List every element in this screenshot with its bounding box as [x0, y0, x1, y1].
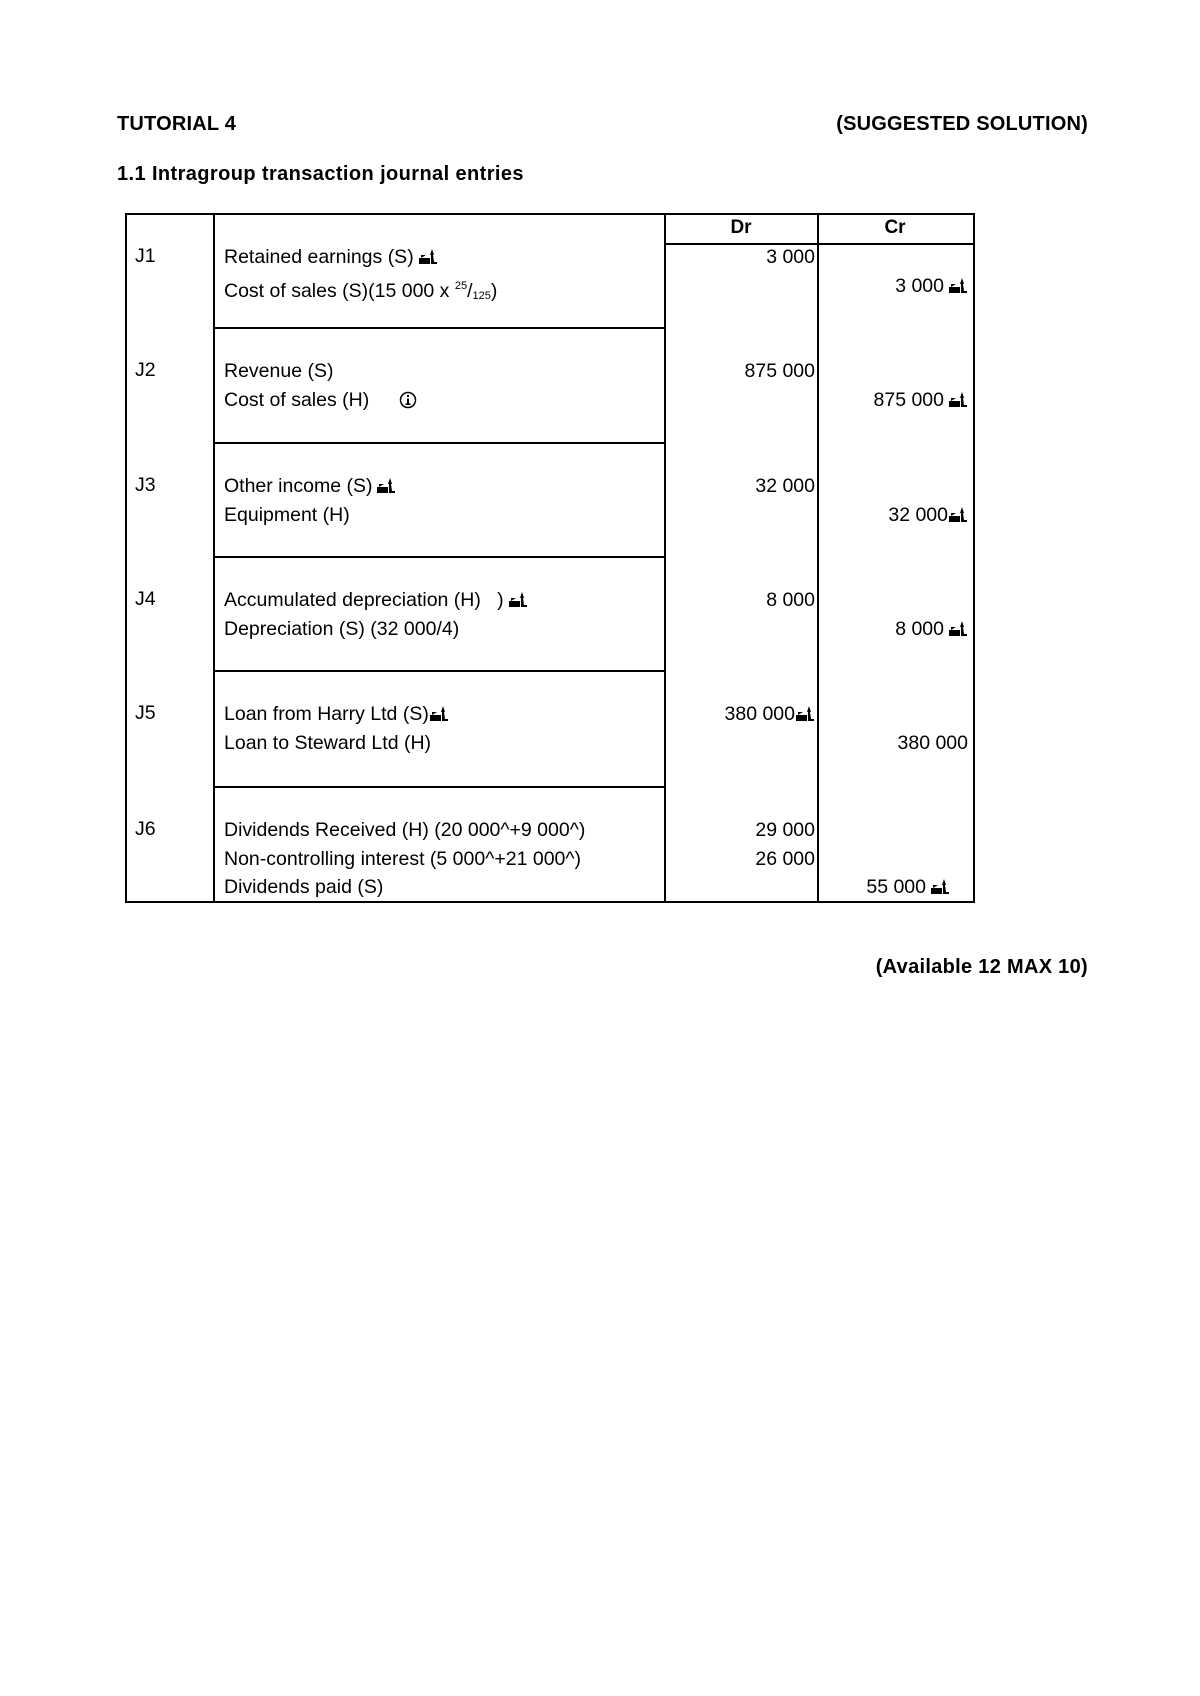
debit-amount: 26 000: [755, 847, 815, 870]
credit-amounts: [819, 586, 968, 643]
entry-accounts: [224, 816, 585, 902]
marks-summary: (Available 12 MAX 10): [875, 956, 1088, 978]
entry-accounts: [224, 357, 417, 414]
tick-mark-icon: [376, 476, 396, 494]
account-credit: Cost of sales (S)(15 000 x: [224, 279, 455, 302]
page-subtitle: (SUGGESTED SOLUTION): [836, 113, 1088, 135]
account-debit: Revenue (S): [224, 360, 334, 382]
account-debit: Accumulated depreciation (H) ): [224, 589, 504, 611]
fraction-denominator: 125: [472, 289, 491, 302]
debit-amount: 3 000: [766, 246, 815, 268]
credit-amount: 3 000: [895, 274, 944, 297]
entry-accounts: [224, 586, 528, 643]
entry-ref: J1: [135, 245, 156, 267]
credit-amount: 55 000: [866, 876, 926, 898]
debit-amounts: [665, 472, 815, 501]
journal-entry-j5: [125, 670, 975, 784]
tick-mark-icon: [930, 877, 950, 895]
debit-amounts: [665, 816, 815, 873]
tick-mark-icon: [418, 247, 438, 265]
journal-entry-j1: [125, 213, 975, 327]
journal-entry-j2: [125, 327, 975, 441]
tick-mark-icon: [429, 704, 449, 722]
account-credit: Cost of sales (H): [224, 388, 370, 411]
entry-ref: J4: [135, 588, 156, 610]
debit-amount: 29 000: [755, 819, 815, 841]
account-credit: Dividends paid (S): [224, 876, 384, 898]
dr-column-header: Dr: [730, 217, 752, 238]
debit-amounts: [665, 700, 815, 729]
tick-mark-icon: [795, 704, 815, 722]
credit-amount: 8 000: [895, 617, 944, 640]
fraction-slash: /: [467, 279, 473, 302]
tick-mark-icon: [948, 619, 968, 637]
tick-mark-icon: [948, 276, 968, 294]
entry-ref: J3: [135, 474, 156, 496]
account-credit: Depreciation (S) (32 000/4): [224, 617, 460, 640]
debit-amount: 8 000: [766, 589, 815, 611]
credit-amounts: [819, 243, 968, 300]
account-credit: Loan to Steward Ltd (H): [224, 731, 432, 754]
entry-ref: J6: [135, 818, 156, 840]
entry-accounts: [224, 243, 497, 300]
credit-amounts: [801, 816, 950, 902]
tick-mark-icon: [508, 590, 528, 608]
debit-amounts: [665, 586, 815, 615]
debit-amount: 380 000: [724, 703, 795, 725]
account-credit: Equipment (H): [224, 503, 350, 526]
journal-entry-j6: [125, 786, 975, 900]
circled-i-icon: [399, 391, 417, 409]
credit-amounts: [819, 700, 968, 757]
credit-amounts: [819, 357, 968, 414]
debit-amount: 875 000: [744, 360, 815, 382]
entry-ref: J2: [135, 359, 156, 381]
account-debit: Non-controlling interest (5 000^+21 000^): [224, 847, 582, 870]
account-debit: Retained earnings (S): [224, 246, 414, 268]
cr-column-header: Cr: [884, 217, 906, 238]
tick-mark-icon: [948, 505, 968, 523]
page-title: TUTORIAL 4: [117, 113, 237, 135]
credit-amount: 380 000: [897, 731, 968, 754]
entry-ref: J5: [135, 702, 156, 724]
debit-amounts: [665, 243, 815, 272]
credit-amount: 875 000: [873, 388, 944, 411]
credit-amount: 32 000: [888, 503, 948, 526]
account-debit: Loan from Harry Ltd (S): [224, 703, 429, 725]
credit-amounts: [819, 472, 968, 529]
account-debit: Dividends Received (H) (20 000^+9 000^): [224, 819, 586, 841]
entry-accounts: [224, 472, 396, 529]
account-credit-suffix: ): [490, 279, 498, 302]
journal-entry-j4: [125, 556, 975, 670]
debit-amount: 32 000: [755, 475, 815, 497]
section-title: 1.1 Intragroup transaction journal entries: [117, 163, 524, 185]
tick-mark-icon: [948, 390, 968, 408]
journal-entry-j3: [125, 442, 975, 556]
fraction-numerator: 25: [454, 279, 468, 292]
entry-accounts: [224, 700, 449, 757]
account-debit: Other income (S): [224, 475, 373, 497]
debit-amounts: [665, 357, 815, 386]
journal-table: [125, 213, 975, 903]
